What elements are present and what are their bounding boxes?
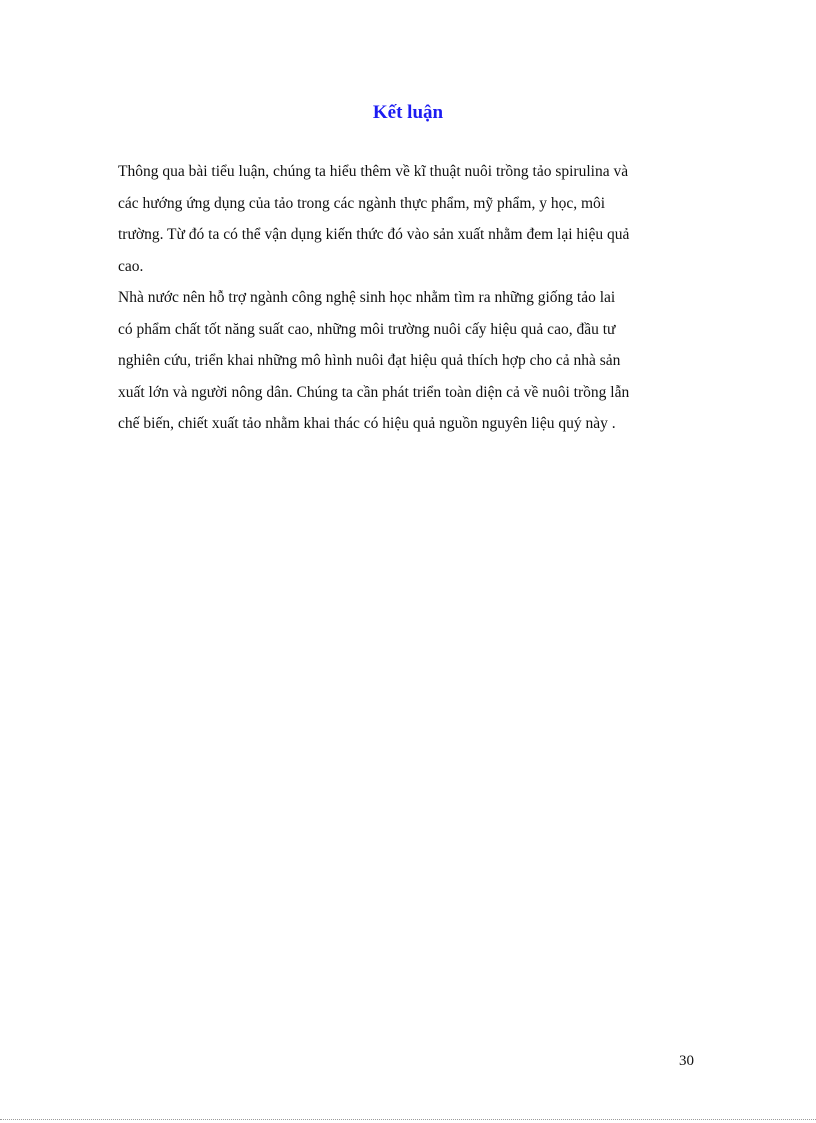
conclusion-paragraph [118, 156, 708, 440]
text-line: xuất lớn và người nông dân. Chúng ta cần phát triển toàn diện cả về nuôi trồng lẫn [118, 383, 630, 401]
text-line: Thông qua bài tiểu luận, chúng ta hiểu thêm về kĩ thuật nuôi trồng tảo spirulina và [118, 163, 629, 180]
text-line: các hướng ứng dụng của tảo trong các ngành thực phẩm, mỹ phẩm, y học, môi [118, 194, 606, 212]
page-number: 30 [679, 1053, 694, 1069]
text-line: nghiên cứu, triển khai những mô hình nuôi đạt hiệu quả thích hợp cho cả nhà sản [118, 352, 621, 369]
text-line: trường. Từ đó ta có thể vận dụng kiến thức đó vào sản xuất nhằm đem lại hiệu quả [118, 226, 630, 243]
text-line: chế biến, chiết xuất tảo nhằm khai thác có hiệu quả nguồn nguyên liệu quý này . [118, 415, 616, 432]
text-line: Nhà nước nên hỗ trợ ngành công nghệ sinh học nhằm tìm ra những giống tảo lai [118, 289, 616, 306]
page-edge-divider [0, 1119, 816, 1120]
page-title: Kết luận [372, 102, 444, 123]
text-line: cao. [118, 257, 144, 275]
text-line: có phẩm chất tốt năng suất cao, những môi trường nuôi cấy hiệu quả cao, đầu tư [118, 320, 616, 338]
